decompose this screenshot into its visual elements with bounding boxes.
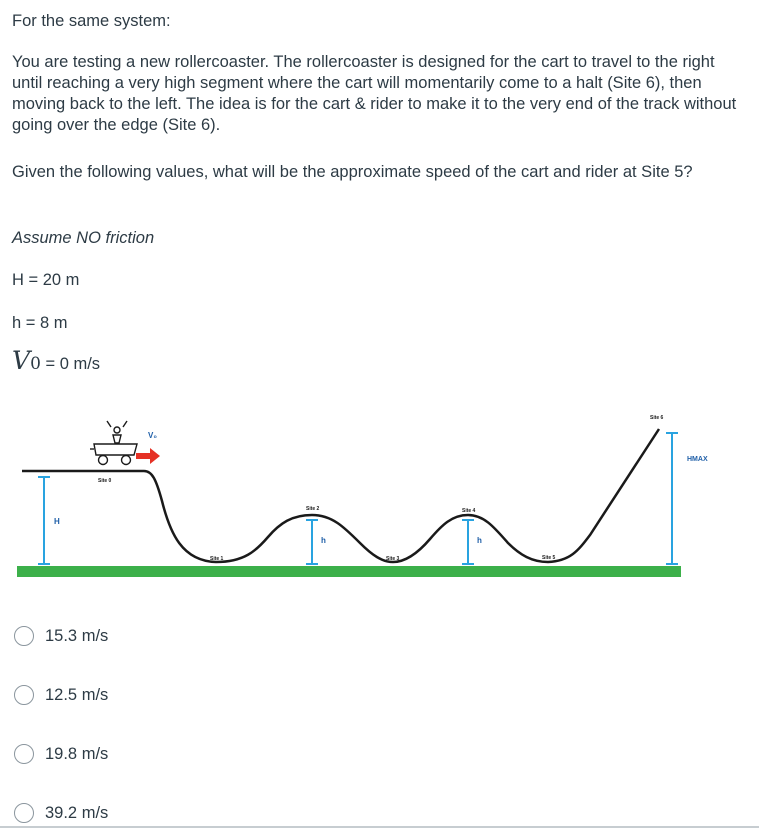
v0-symbol: V: [12, 346, 31, 375]
v0-value: = 0 m/s: [40, 355, 101, 373]
height-H-marker: [38, 477, 50, 564]
cart-icon: [90, 421, 137, 465]
label-v0: V₀: [148, 431, 157, 440]
question-intro: For the same system:: [12, 12, 171, 30]
radio-button[interactable]: [14, 744, 34, 764]
given-height-h: h = 8 m: [12, 314, 68, 332]
v0-subscript: 0: [30, 354, 41, 374]
answer-label: 39.2 m/s: [45, 803, 109, 822]
height-h-left-marker: [306, 520, 318, 564]
label-site-0: Site 0: [98, 478, 112, 484]
height-hmax-marker: [666, 433, 678, 564]
answer-label: 15.3 m/s: [45, 626, 109, 645]
radio-button[interactable]: [14, 685, 34, 705]
label-site-3: Site 3: [386, 556, 400, 562]
radio-button[interactable]: [14, 626, 34, 646]
rollercoaster-diagram: [0, 405, 759, 585]
track-path: [144, 429, 659, 562]
answer-option-1[interactable]: [14, 626, 108, 646]
label-site-1: Site 1: [210, 556, 224, 562]
label-site-5: Site 5: [542, 555, 556, 561]
bottom-divider: [0, 826, 759, 828]
label-H: H: [54, 517, 60, 526]
velocity-arrow-icon: [136, 448, 160, 464]
answer-label: 19.8 m/s: [45, 744, 109, 763]
ground-bar: [17, 566, 681, 577]
answer-option-3[interactable]: [14, 744, 108, 764]
answer-option-2[interactable]: [14, 685, 108, 705]
assumption-text: Assume NO friction: [12, 229, 155, 247]
label-hmax: HMAX: [687, 456, 708, 463]
label-h-right: h: [477, 536, 482, 545]
label-site-2: Site 2: [306, 506, 320, 512]
label-site-4: Site 4: [462, 508, 476, 514]
label-h-left: h: [321, 536, 326, 545]
height-h-right-marker: [462, 520, 474, 564]
answer-label: 12.5 m/s: [45, 685, 109, 704]
given-initial-velocity: [12, 346, 101, 375]
given-height-H: H = 20 m: [12, 271, 80, 289]
label-site-6: Site 6: [650, 415, 664, 421]
question-paragraph-scenario: You are testing a new rollercoaster. The rollercoaster is designed for the cart to travel to the right until reaching a very high segment where the cart will momentarily come to a halt (Site 6), then moving back to the left. The idea is for the cart & rider to make it to the very end of the track without going over the edge (Site 6).: [12, 53, 737, 134]
answer-option-4[interactable]: [14, 803, 108, 823]
radio-button[interactable]: [14, 803, 34, 823]
question-paragraph-prompt: Given the following values, what will be the approximate speed of the cart and rider at Site 5?: [12, 163, 693, 181]
